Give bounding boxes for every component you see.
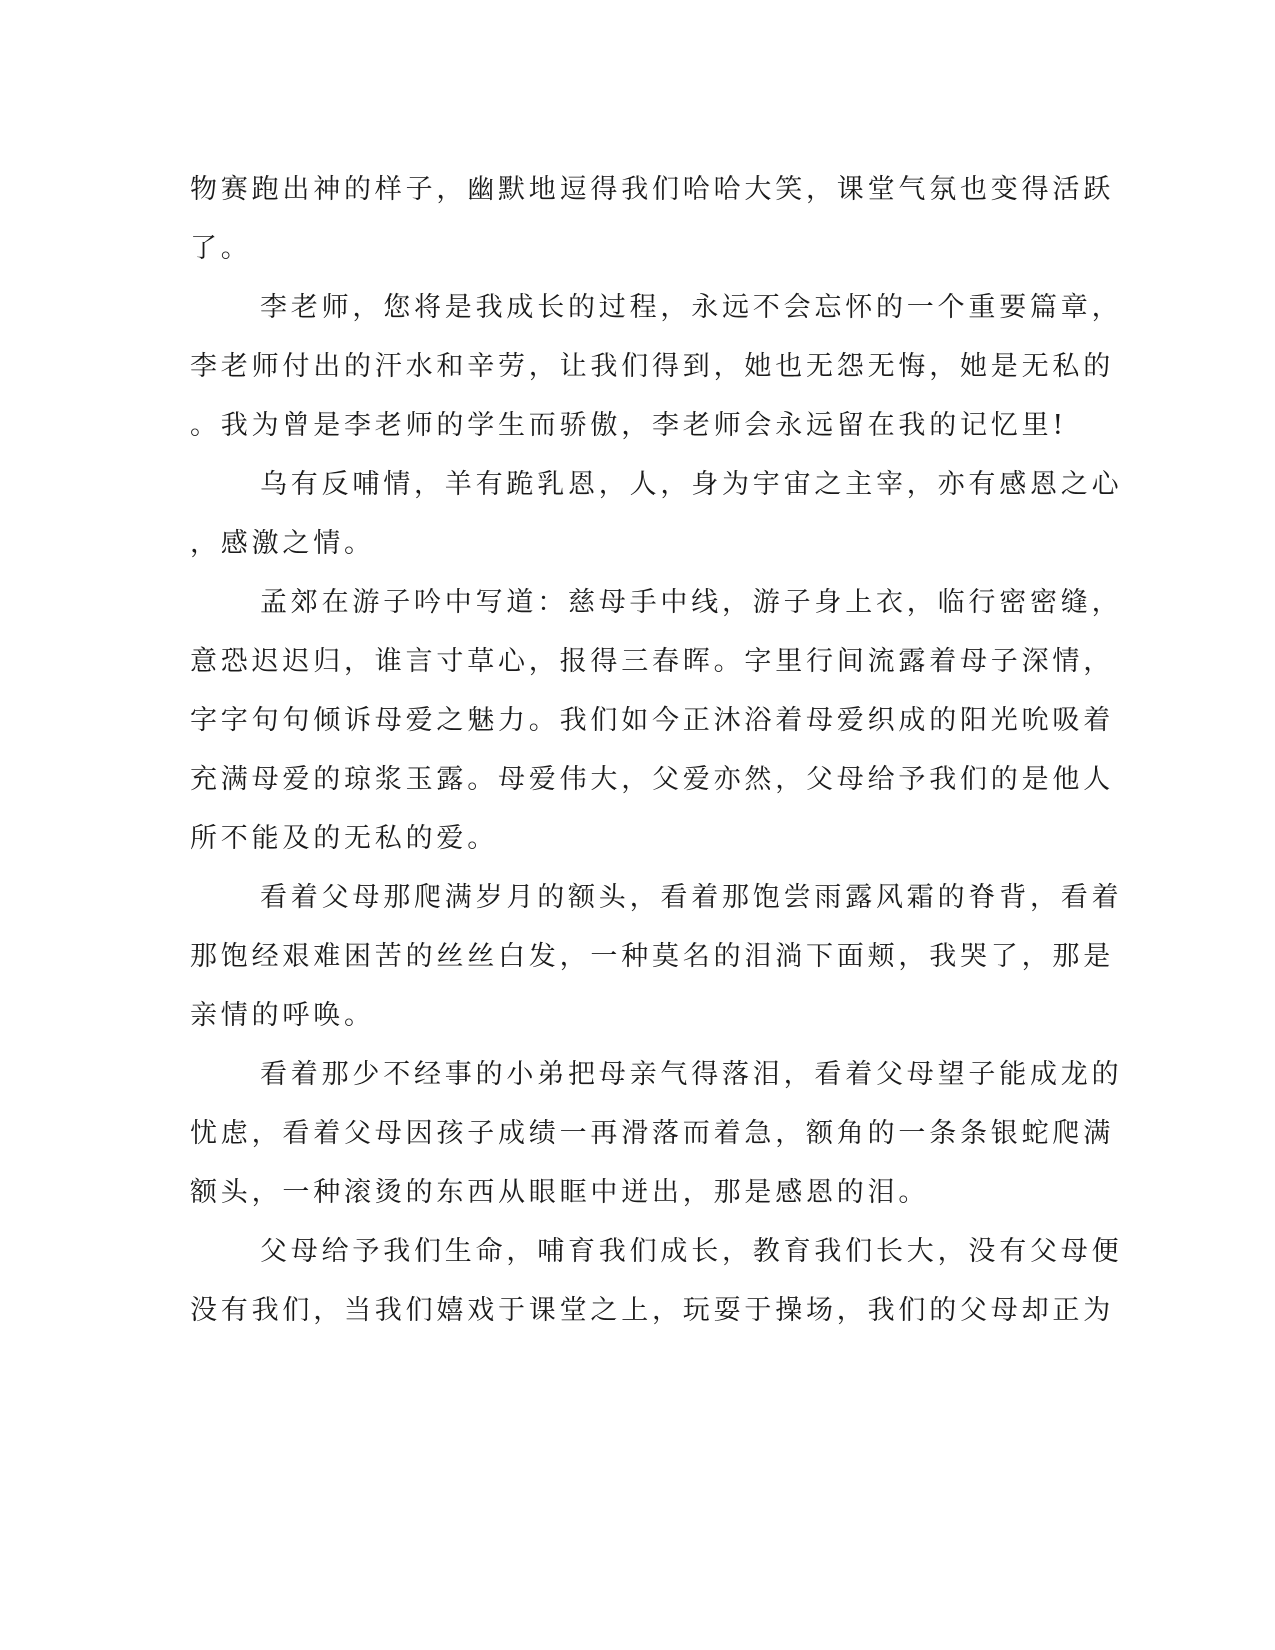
text-line: 物赛跑出神的样子，幽默地逗得我们哈哈大笑，课堂气氛也变得活跃 [190, 174, 1114, 205]
text-line: ，感激之情。 [190, 528, 375, 559]
text-line: 亲情的呼唤。 [190, 1000, 375, 1031]
text-line: 了。 [190, 233, 252, 264]
text-line: 额头，一种滚烫的东西从眼眶中迸出，那是感恩的泪。 [190, 1177, 930, 1208]
text-line: 忧虑，看着父母因孩子成绩一再滑落而着急，额角的一条条银蛇爬满 [190, 1118, 1114, 1149]
text-line: 意恐迟迟归，谁言寸草心，报得三春晖。字里行间流露着母子深情， [190, 646, 1114, 677]
text-line: 那饱经艰难困苦的丝丝白发，一种莫名的泪淌下面颊，我哭了，那是 [190, 941, 1114, 972]
paragraph-first-line: 乌有反哺情，羊有跪乳恩，人，身为宇宙之主宰，亦有感恩之心 [260, 469, 1123, 500]
text-line: 字字句句倾诉母爱之魅力。我们如今正沐浴着母爱织成的阳光吮吸着 [190, 705, 1114, 736]
text-line: 充满母爱的琼浆玉露。母爱伟大，父爱亦然，父母给予我们的是他人 [190, 764, 1114, 795]
text-line: 李老师付出的汗水和辛劳，让我们得到，她也无怨无悔，她是无私的 [190, 351, 1114, 382]
document-body [190, 160, 1123, 1340]
paragraph-first-line: 看着父母那爬满岁月的额头，看着那饱尝雨露风霜的脊背，看着 [260, 882, 1123, 913]
paragraph-first-line: 看着那少不经事的小弟把母亲气得落泪，看着父母望子能成龙的 [260, 1059, 1123, 1090]
paragraph-first-line: 父母给予我们生命，哺育我们成长，教育我们长大，没有父母便 [260, 1236, 1123, 1267]
paragraph-first-line: 李老师，您将是我成长的过程，永远不会忘怀的一个重要篇章， [260, 292, 1123, 323]
text-line: 所不能及的无私的爱。 [190, 823, 498, 854]
text-line: 没有我们，当我们嬉戏于课堂之上，玩耍于操场，我们的父母却正为 [190, 1295, 1114, 1326]
text-line: 。我为曾是李老师的学生而骄傲，李老师会永远留在我的记忆里! [190, 410, 1068, 441]
paragraph-first-line: 孟郊在游子吟中写道：慈母手中线，游子身上衣，临行密密缝， [260, 587, 1123, 618]
